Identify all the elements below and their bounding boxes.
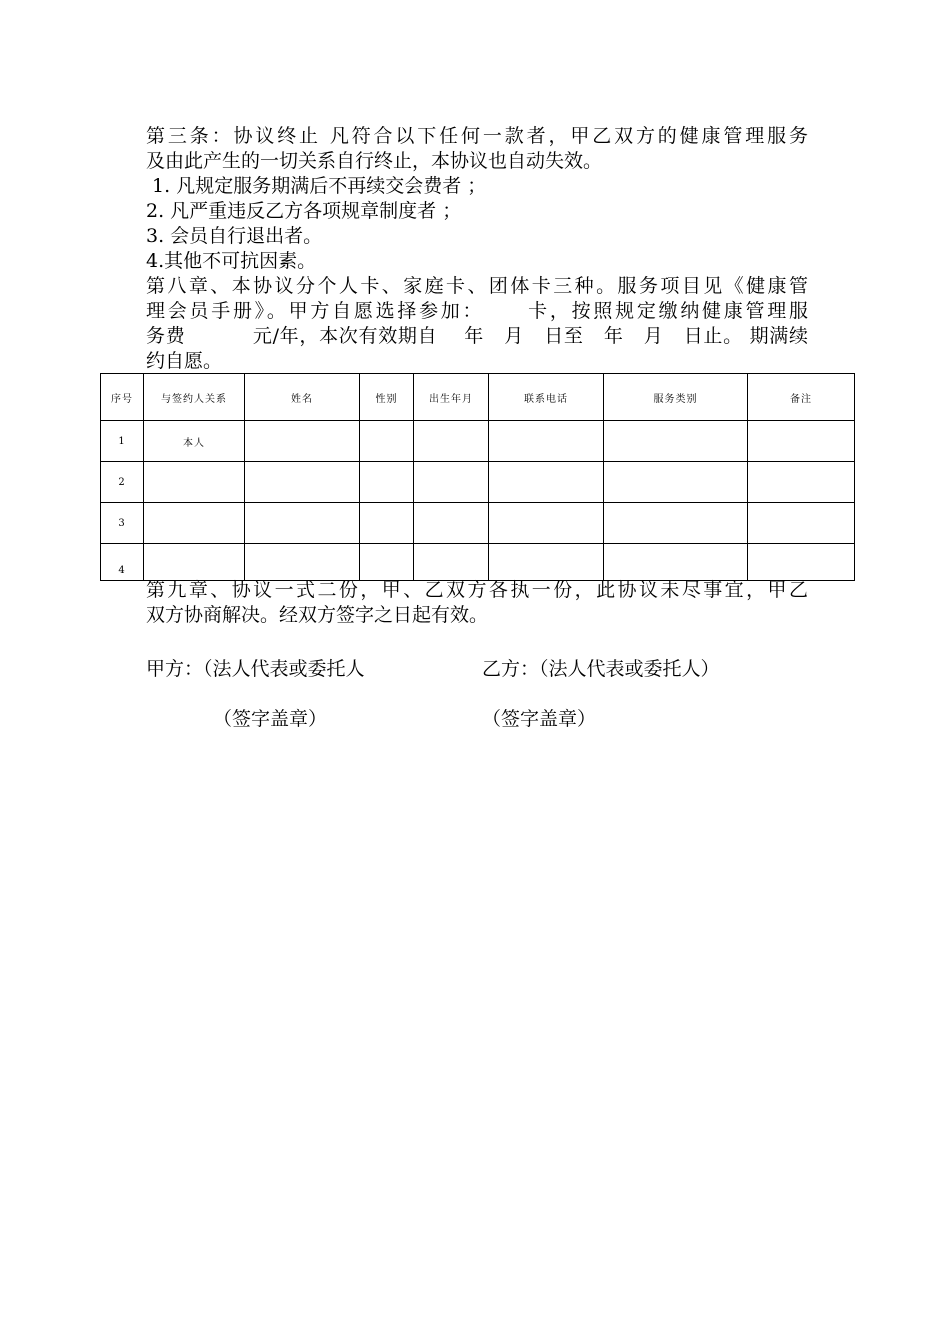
article-3 [146,124,808,274]
article-3-line-1: 第三条：协议终止 凡符合以下任何一款者，甲乙双方的健康管理服务 [146,125,808,147]
cell-gender [360,462,414,503]
chapter-9 [146,578,808,628]
article-3-item-2: 2. 凡严重违反乙方各项规章制度者 ； [146,200,462,222]
header-name: 姓名 [245,374,360,421]
party-b-seal: （签字盖章） [482,708,597,730]
header-phone: 联系电话 [489,374,604,421]
cell-name [245,421,360,462]
cell-index: 1 [101,421,144,462]
article-3-item-3: 3. 会员自行退出者。 [146,225,323,247]
article-3-item-1: 1. 凡规定服务期满后不再续交会费者 ； [146,175,487,197]
cell-notes [748,544,855,581]
cell-birth [414,544,489,581]
cell-service [604,462,748,503]
cell-phone [489,421,604,462]
party-a-seal: （签字盖章） [213,708,328,730]
table-row [101,503,855,544]
cell-relation [144,462,245,503]
cell-birth [414,503,489,544]
header-service: 服务类别 [604,374,748,421]
cell-notes [748,421,855,462]
cell-phone [489,503,604,544]
cell-gender [360,544,414,581]
cell-birth [414,462,489,503]
cell-service [604,544,748,581]
chapter-8-line-4: 约自愿。 [146,350,223,372]
chapter-8-line-2: 理会员手册》。甲方自愿选择参加： 卡，按照规定缴纳健康管理服 [146,300,808,322]
cell-relation [144,503,245,544]
table-header-row [101,374,855,421]
cell-gender [360,503,414,544]
cell-index: 2 [101,462,144,503]
cell-name [245,503,360,544]
chapter-8-line-1: 第八章、本协议分个人卡、家庭卡、团体卡三种。服务项目见《健康管 [146,275,808,297]
table-row [101,544,855,581]
cell-service [604,421,748,462]
cell-relation [144,544,245,581]
cell-notes [748,503,855,544]
cell-index: 3 [101,503,144,544]
chapter-8 [146,274,808,374]
party-a-label: 甲方：（法人代表或委托人 [146,658,365,680]
chapter-9-line-1: 第九章、协议一式二份，甲、乙双方各执一份，此协议未尽事宜，甲乙 [146,579,808,601]
header-relation: 与签约人关系 [144,374,245,421]
cell-phone [489,462,604,503]
table-row [101,462,855,503]
table-row [101,421,855,462]
member-table [100,373,855,581]
header-birth: 出生年月 [414,374,489,421]
cell-service [604,503,748,544]
chapter-9-line-2: 双方协商解决。经双方签字之日起有效。 [146,604,489,626]
header-notes: 备注 [748,374,855,421]
article-3-line-2: 及由此产生的一切关系自行终止，本协议也自动失效。 [146,150,603,172]
cell-birth [414,421,489,462]
cell-name [245,462,360,503]
cell-phone [489,544,604,581]
header-index: 序号 [101,374,144,421]
header-gender: 性别 [360,374,414,421]
party-b-label: 乙方：（法人代表或委托人） [482,658,720,680]
article-3-item-4: 4.其他不可抗因素。 [146,250,317,272]
cell-name [245,544,360,581]
cell-gender [360,421,414,462]
cell-relation: 本人 [144,421,245,462]
chapter-8-line-3: 务费 元/年，本次有效期自 年 月 日至 年 月 日止。 期满续 [146,325,808,347]
cell-notes [748,462,855,503]
cell-index: 4 [101,544,144,581]
